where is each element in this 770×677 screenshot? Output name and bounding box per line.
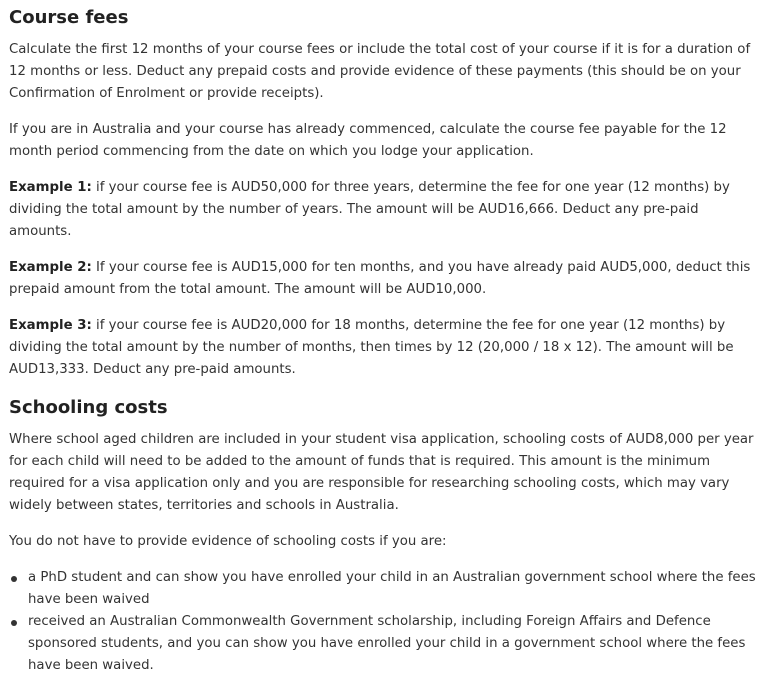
list-item-text: a PhD student and can show you have enrolled your child in an Australian government school where the fees have been waived	[28, 570, 756, 607]
list-item	[9, 567, 762, 611]
schooling-costs-section	[9, 395, 762, 677]
bullet-icon	[11, 620, 17, 626]
example-3-paragraph	[9, 315, 762, 381]
example-1-text: if your course fee is AUD50,000 for three years, determine the fee for one year (12 months) by dividing the total amount by the number of years. The amount will be AUD16,666. Deduct any pre-paid amounts.	[9, 180, 730, 239]
example-3-label: Example 3:	[9, 318, 92, 333]
course-fees-heading: Course fees	[9, 7, 129, 28]
schooling-costs-paragraph-2: You do not have to provide evidence of schooling costs if you are:	[9, 534, 447, 549]
example-2-text: If your course fee is AUD15,000 for ten months, and you have already paid AUD5,000, deduct this prepaid amount from the total amount. The amount will be AUD10,000.	[9, 260, 751, 297]
course-fees-paragraph-1: Calculate the first 12 months of your course fees or include the total cost of your course if it is for a duration of 12 months or less. Deduct any prepaid costs and provide evidence of these payments (this should be on your Confirmation of Enrolment or provide receipts).	[9, 42, 751, 101]
example-2-label: Example 2:	[9, 260, 92, 275]
exemption-list	[9, 567, 762, 677]
list-item-text: received an Australian Commonwealth Government scholarship, including Foreign Affairs and Defence sponsored students, and you can show you have enrolled your child in a government school where the fees have been waived.	[28, 614, 746, 673]
schooling-costs-heading: Schooling costs	[9, 397, 168, 418]
course-fees-paragraph-2: If you are in Australia and your course has already commenced, calculate the course fee payable for the 12 month period commencing from the date on which you lodge your application.	[9, 122, 727, 159]
list-item	[9, 611, 762, 677]
bullet-icon	[11, 576, 17, 582]
example-1-paragraph	[9, 177, 762, 243]
example-2-paragraph	[9, 257, 762, 301]
example-3-text: if your course fee is AUD20,000 for 18 months, determine the fee for one year (12 months) by dividing the total amount by the number of months, then times by 12 (20,000 / 18 x 12). The amount will be AUD13,333. Deduct any pre-paid amounts.	[9, 318, 734, 377]
course-fees-section	[9, 5, 762, 381]
schooling-costs-paragraph-1: Where school aged children are included in your student visa application, schooling costs of AUD8,000 per year for each child will need to be added to the amount of funds that is required. This amount is the minimum required for a visa application only and you are responsible for researching schooling costs, which may vary widely between states, territories and schools in Australia.	[9, 432, 754, 513]
example-1-label: Example 1:	[9, 180, 92, 195]
